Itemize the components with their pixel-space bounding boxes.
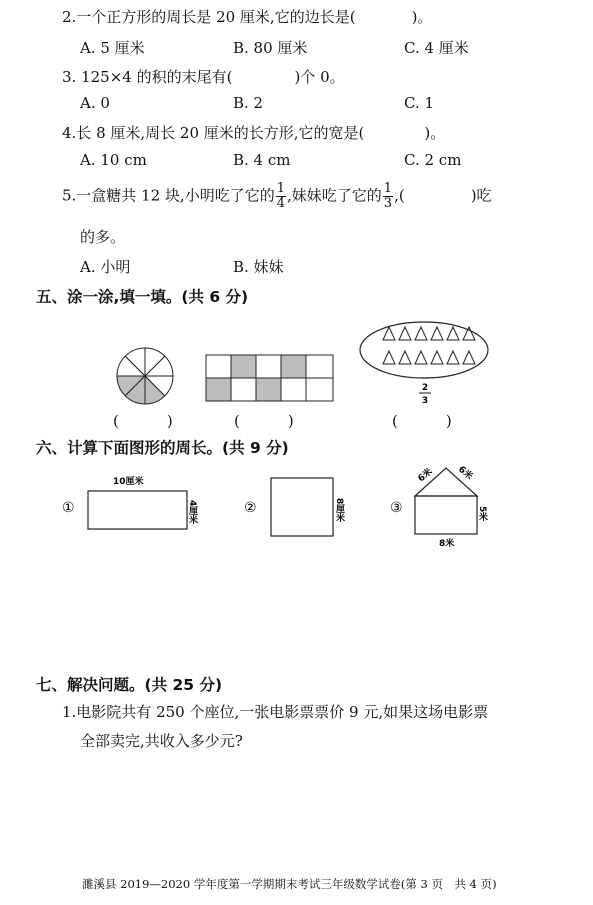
square-figure <box>271 478 333 536</box>
page-footer: 濉溪县 2019—2020 学年度第一学期期末考试三年级数学试卷(第 3 页 共 4 页) <box>82 877 497 891</box>
figure-3-bottom-label: 8米 <box>439 539 455 549</box>
figure-3-number: ③ <box>390 500 403 516</box>
section-6-title: 六、计算下面图形的周长。(共 9 分) <box>36 439 289 457</box>
question-5-paren-open: ,( <box>394 186 405 205</box>
question-5-continuation: 的多。 <box>80 228 126 246</box>
figure-2-side-label: 8厘米 <box>334 498 344 523</box>
question-4-stem: 4.长 8 厘米,周长 20 厘米的长方形,它的宽是( <box>62 124 365 142</box>
fraction-denominator: 3 <box>421 396 429 406</box>
answer-paren-1: ( ) <box>113 412 173 430</box>
house-body <box>415 496 477 534</box>
grid-figure <box>206 355 333 401</box>
ellipse-figure <box>360 322 488 406</box>
section-5-figures <box>0 310 593 435</box>
section-7-question-1-line-1: 1.电影院共有 250 个座位,一张电影票票价 9 元,如果这场电影票 <box>62 703 489 721</box>
answer-paren-2: ( ) <box>234 412 294 430</box>
question-2-stem-end: )。 <box>411 8 433 26</box>
question-4-stem-end: )。 <box>424 124 446 142</box>
question-2-stem: 2.一个正方形的周长是 20 厘米,它的边长是( <box>62 8 356 26</box>
figure-1-side-label: 4厘米 <box>187 500 197 525</box>
question-5-stem: 5.一盒糖共 12 块,小明吃了它的 <box>62 186 275 205</box>
figure-3-roof-right-label: 6米 <box>456 464 475 483</box>
rectangle-figure <box>88 491 187 529</box>
fraction-one-third: $\frac{1}{3}$ <box>383 181 393 211</box>
question-4-option-a: A. 10 cm <box>80 151 147 169</box>
question-5-option-a: A. 小明 <box>80 258 131 276</box>
question-4-option-c: C. 2 cm <box>404 151 462 169</box>
circle-figure <box>117 348 173 404</box>
figure-3-side-label: 5米 <box>477 506 487 522</box>
section-5-title: 五、涂一涂,填一填。(共 6 分) <box>36 288 249 306</box>
question-5-stem-mid: ,妹妹吃了它的 <box>287 186 382 205</box>
question-3-stem: 3. 125×4 的积的末尾有( <box>62 68 233 86</box>
question-3-option-a: A. 0 <box>80 94 110 112</box>
fraction-numerator: 2 <box>421 383 429 393</box>
question-4-option-b: B. 4 cm <box>233 151 291 169</box>
figure-3-roof-left-label: 6米 <box>416 466 435 485</box>
question-2-option-c: C. 4 厘米 <box>404 39 469 57</box>
figure-2-number: ② <box>244 500 257 516</box>
answer-paren-3: ( ) <box>392 412 452 430</box>
question-5-stem-end: )吃 <box>470 186 492 205</box>
question-2-option-a: A. 5 厘米 <box>80 39 145 57</box>
question-5 <box>62 182 492 211</box>
question-2-option-b: B. 80 厘米 <box>233 39 308 57</box>
question-3-option-c: C. 1 <box>404 94 435 112</box>
section-7-question-1-line-2: 全部卖完,共收入多少元? <box>80 732 243 750</box>
figure-1-number: ① <box>62 500 75 516</box>
question-3-option-b: B. 2 <box>233 94 264 112</box>
figure-1-top-label: 10厘米 <box>113 477 144 487</box>
section-6-figures <box>0 460 593 550</box>
question-4 <box>62 122 445 143</box>
section-7-title: 七、解决问题。(共 25 分) <box>36 676 223 694</box>
question-2 <box>62 6 432 27</box>
fraction-one-quarter: $\frac{1}{4}$ <box>276 181 285 211</box>
question-5-option-b: B. 妹妹 <box>233 258 284 276</box>
question-3 <box>62 66 345 87</box>
question-3-stem-end: )个 0。 <box>294 68 345 86</box>
